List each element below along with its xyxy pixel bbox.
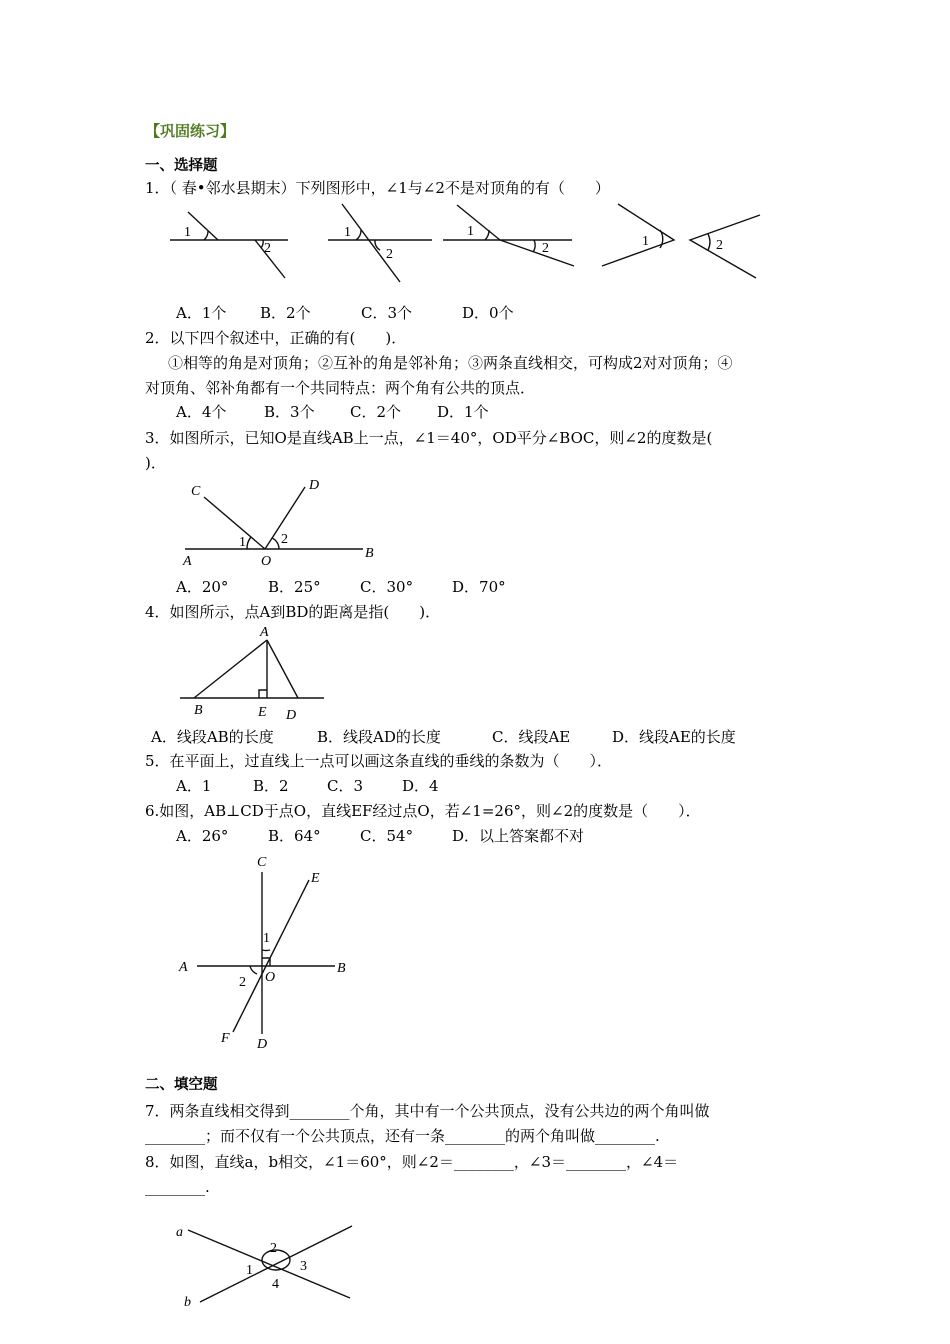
q1-option-d: D．0个 [462, 304, 514, 322]
q6-label-o: O [265, 970, 276, 985]
q6-label-c: C [257, 855, 267, 870]
q5-option-d: D．4 [402, 777, 439, 795]
q2-option-b: B．3个 [264, 403, 315, 421]
q1-fig3-line-b [457, 205, 500, 240]
q4-label-d: D [286, 708, 297, 723]
q3-arc2 [272, 538, 279, 549]
q3-label-1: 1 [239, 535, 246, 550]
q6-arc1 [262, 950, 270, 951]
q3-arc1 [247, 537, 251, 549]
q3-label-c: C [191, 484, 201, 499]
q5-option-a: A．1 [176, 777, 212, 795]
q4-right-angle-mark [259, 690, 267, 698]
q3-stem: 3．如图所示，已知O是直线AB上一点，∠1＝40°，OD平分∠BOC，则∠2的度数是( [145, 429, 713, 447]
q2-statements-line2: 对顶角、邻补角都有一个共同特点：两个角有公共的顶点． [145, 379, 536, 397]
q8-label-1: 1 [246, 1263, 253, 1278]
q3-stem-end: )． [145, 454, 166, 472]
q4-option-c: C．线段AE [492, 728, 571, 746]
q1-option-b: B．2个 [260, 304, 311, 322]
q5-option-c: C．3 [327, 777, 364, 795]
q1-fig1-label-2: 2 [264, 241, 271, 256]
q4-figure [178, 622, 338, 722]
q1-fig4-label-1: 1 [642, 234, 649, 249]
q8-line1: 8．如图，直线a，b相交，∠1＝60°，则∠2＝________，∠3＝________，∠4＝ [145, 1153, 679, 1171]
q3-label-d: D [309, 478, 320, 493]
q3-label-b: B [365, 546, 374, 561]
q6-option-c: C．54° [360, 827, 414, 845]
section-title-choice: 一、选择题 [145, 158, 218, 174]
q1-fig3-arc1 [485, 230, 489, 240]
q6-label-1: 1 [263, 931, 270, 946]
q7-line2: ________；而不仅有一个公共顶点，还有一条________的两个角叫做________. [145, 1127, 660, 1145]
q1-fig4-angle1 [602, 204, 674, 266]
q8-figure [170, 1222, 370, 1322]
q4-option-d: D．线段AE的长度 [612, 728, 736, 746]
q1-fig4-arc2 [708, 234, 710, 250]
q1-fig1-arc2 [261, 240, 263, 248]
q1-fig2-label-1: 1 [344, 225, 351, 240]
q8-line-a [188, 1230, 350, 1298]
q2-option-a: A．4个 [176, 403, 227, 421]
q1-fig2-line-b [342, 204, 400, 282]
q1-fig2-arc1 [356, 230, 361, 240]
q1-fig3-label-2: 2 [542, 241, 549, 256]
q6-line-ef [233, 880, 309, 1032]
q1-fig4-label-2: 2 [716, 238, 723, 253]
q6-label-f: F [221, 1031, 230, 1046]
q2-option-d: D．1个 [437, 403, 489, 421]
q4-label-a: A [260, 625, 269, 640]
q3-ray-oc [204, 497, 265, 549]
q4-label-b: B [194, 703, 203, 718]
q1-fig3-line-c [500, 240, 574, 266]
q3-option-c: C．30° [360, 578, 414, 596]
q1-figures [160, 198, 780, 288]
q4-option-b: B．线段AD的长度 [317, 728, 441, 746]
q8-label-b: b [184, 1295, 191, 1310]
q6-stem: 6.如图，AB⊥CD于点O，直线EF经过点O，若∠1=26°，则∠2的度数是（ ）． [145, 802, 701, 820]
page-heading: 【巩固练习】 [145, 122, 236, 140]
q6-arc2 [250, 966, 257, 974]
q7-line1: 7．两条直线相交得到________个角，其中有一个公共顶点，没有公共边的两个角叫做 [145, 1102, 710, 1120]
q6-option-b: B．64° [268, 827, 321, 845]
q1-stem: 1．（ 春•邻水县期末）下列图形中，∠1与∠2不是对顶角的有（ ） [145, 179, 610, 197]
q6-label-a: A [179, 960, 188, 975]
q6-label-e: E [311, 871, 320, 886]
q8-label-3: 3 [300, 1259, 307, 1274]
q2-stem: 2．以下四个叙述中，正确的有( )． [145, 329, 407, 347]
q3-label-a: A [183, 554, 192, 569]
q1-fig1-line-b [188, 212, 218, 240]
q6-figure [175, 850, 375, 1050]
q5-stem: 5．在平面上，过直线上一点可以画这条直线的垂线的条数为（ ）． [145, 752, 613, 770]
q1-fig3-label-1: 1 [467, 224, 474, 239]
q6-option-d: D．以上答案都不对 [452, 827, 585, 845]
q6-option-a: A．26° [176, 827, 229, 845]
q3-option-d: D．70° [452, 578, 506, 596]
q4-segment-ad [267, 640, 298, 698]
q5-option-b: B．2 [253, 777, 289, 795]
q6-label-d: D [257, 1037, 268, 1052]
q4-option-a: A．线段AB的长度 [151, 728, 274, 746]
q3-option-a: A．20° [176, 578, 229, 596]
q4-label-e: E [258, 705, 267, 720]
q3-label-o: O [261, 554, 272, 569]
q8-label-4: 4 [272, 1277, 279, 1292]
q2-statements-line1: ①相等的角是对顶角；②互补的角是邻补角；③两条直线相交，可构成2对对顶角；④ [168, 354, 733, 372]
q1-fig1-label-1: 1 [184, 225, 191, 240]
q1-fig1-arc1 [204, 231, 208, 240]
q3-figure [175, 475, 405, 575]
q1-fig3-arc2 [533, 240, 535, 252]
q1-fig4-angle2 [690, 215, 760, 278]
q4-segment-ab [194, 640, 267, 698]
q3-option-b: B．25° [268, 578, 321, 596]
q1-fig2-label-2: 2 [386, 247, 393, 262]
q8-label-a: a [176, 1225, 183, 1240]
q1-option-c: C．3个 [361, 304, 413, 322]
section-title-fill: 二、填空题 [145, 1077, 218, 1093]
q6-label-b: B [337, 961, 346, 976]
q3-label-2: 2 [281, 532, 288, 547]
q8-label-2: 2 [270, 1241, 277, 1256]
q6-label-2: 2 [239, 975, 246, 990]
q8-line2: ________. [145, 1178, 210, 1196]
q1-option-a: A．1个 [176, 304, 227, 322]
q2-option-c: C．2个 [350, 403, 402, 421]
q4-stem: 4．如图所示，点A到BD的距离是指( )． [145, 603, 441, 621]
